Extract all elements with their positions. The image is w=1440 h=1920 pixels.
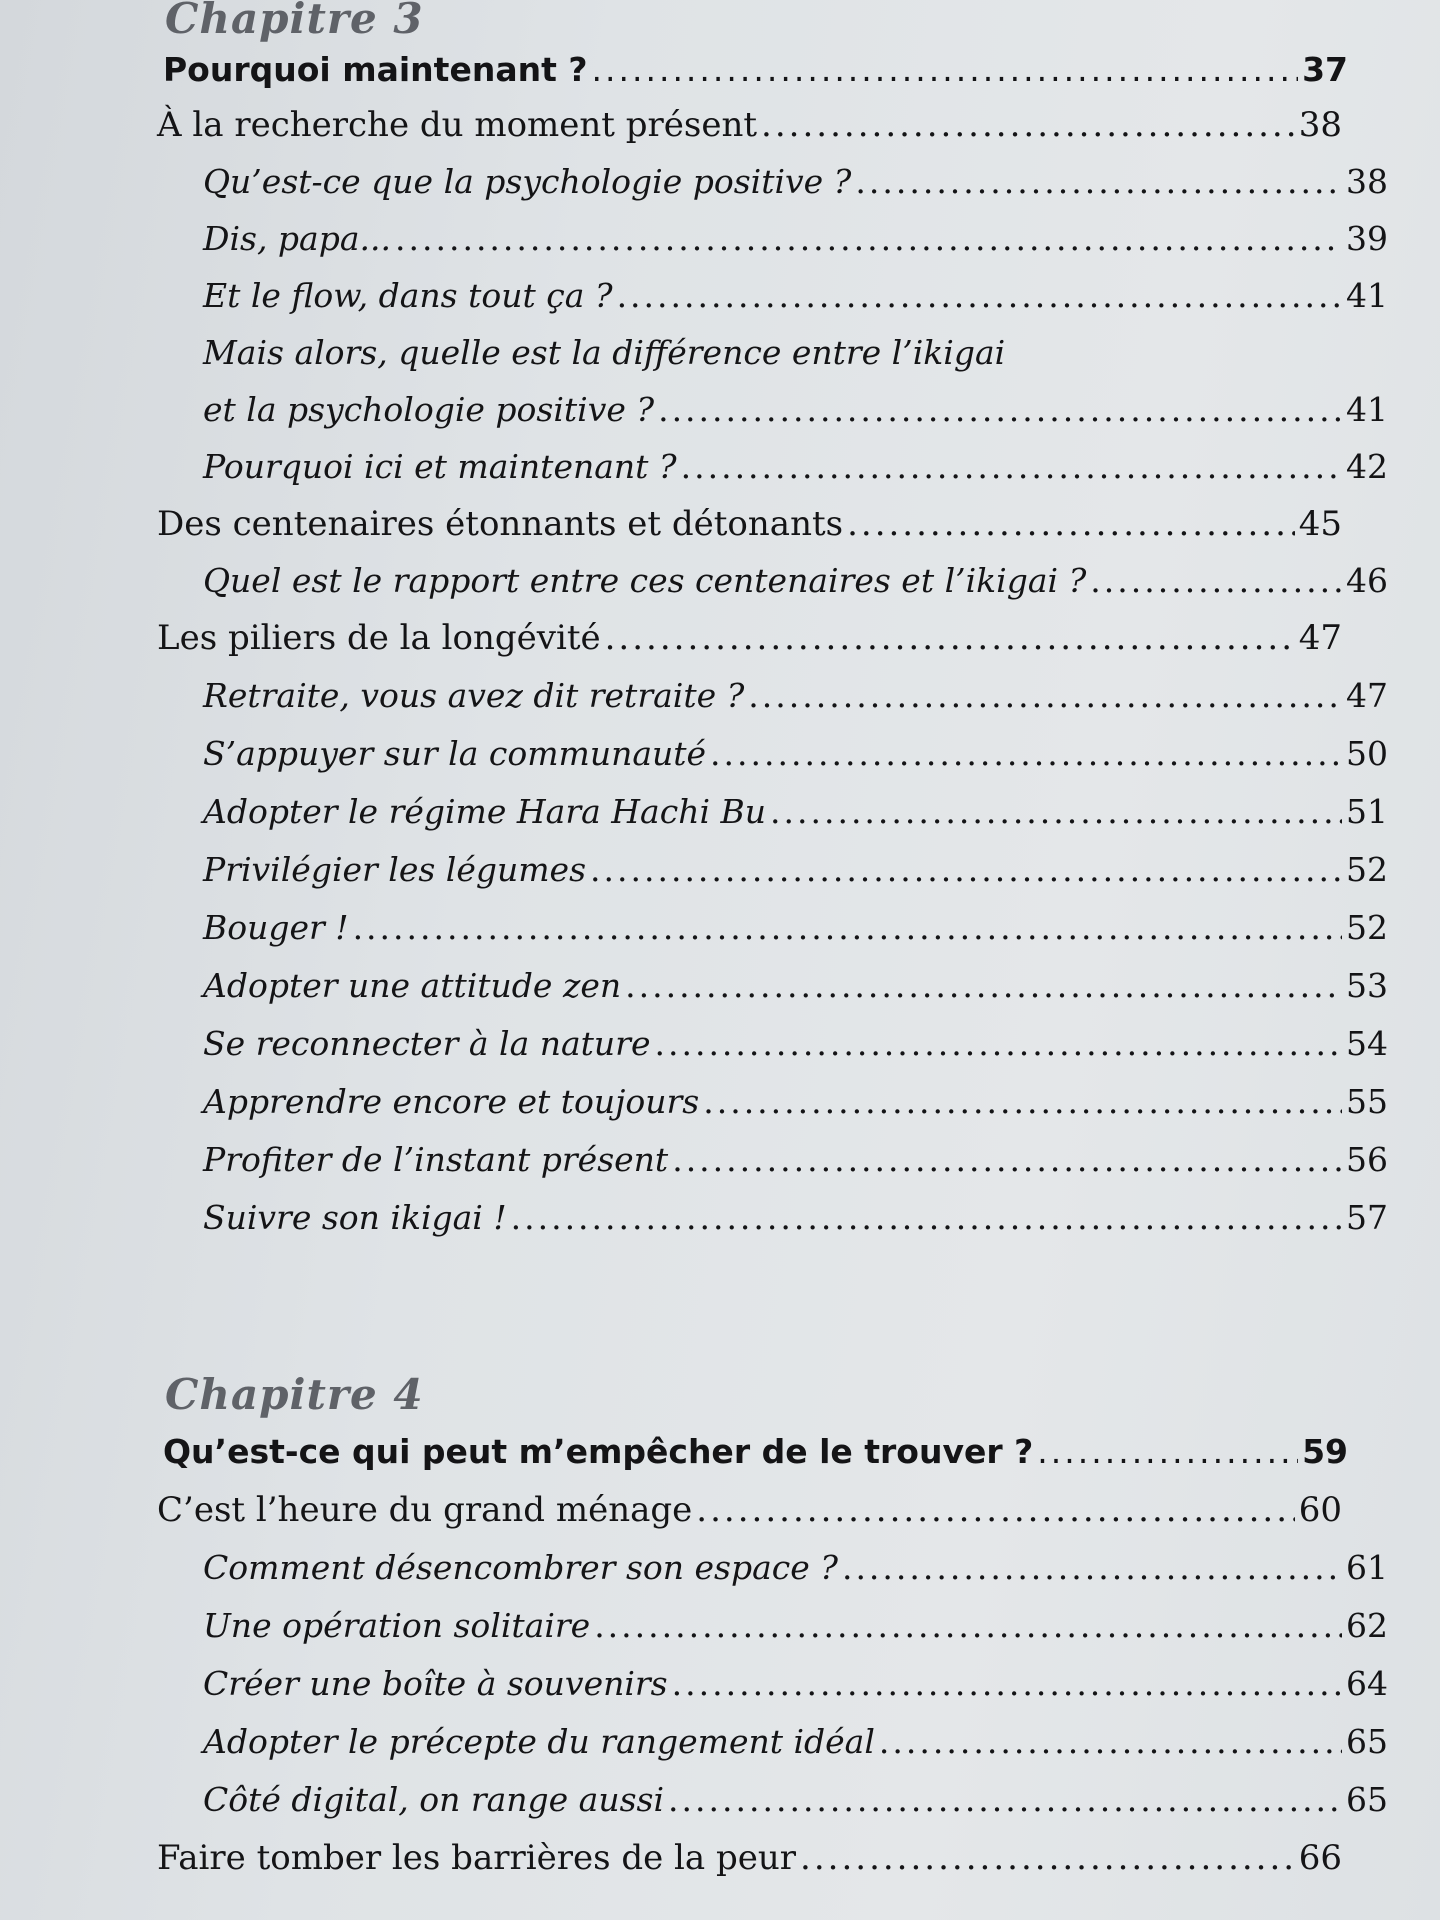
toc-subentry	[155, 1664, 1388, 1718]
dot-leader	[654, 1024, 1342, 1063]
dot-leader	[1090, 561, 1342, 600]
chapter-label: Chapitre 4	[165, 1370, 424, 1419]
dot-leader	[617, 276, 1342, 315]
dot-leader	[592, 50, 1299, 89]
page-number: 41	[1346, 390, 1388, 429]
dot-leader	[605, 618, 1295, 658]
dot-leader	[353, 908, 1342, 947]
page-number: 62	[1346, 1606, 1388, 1645]
page-number: 42	[1346, 447, 1388, 486]
page-number: 50	[1346, 734, 1388, 773]
toc-subentry	[155, 676, 1388, 730]
entry-title: Des centenaires étonnants et détonants	[157, 504, 844, 544]
dot-leader	[703, 1082, 1342, 1121]
toc-subentry	[155, 162, 1388, 216]
dot-leader	[590, 850, 1342, 889]
dot-leader	[710, 734, 1342, 773]
chapter-title: Qu’est-ce qui peut m’empêcher de le trouver ?	[163, 1432, 1034, 1471]
dot-leader	[842, 1548, 1342, 1587]
dot-leader	[855, 162, 1342, 201]
dot-leader	[668, 1780, 1342, 1819]
toc-subentry	[155, 1548, 1388, 1602]
page-number: 41	[1346, 276, 1388, 315]
chapter-label: Chapitre 3	[165, 0, 424, 43]
entry-title: Adopter le régime Hara Hachi Bu	[203, 792, 766, 831]
toc-entry	[155, 618, 1342, 672]
dot-leader	[511, 1198, 1342, 1237]
page-number: 47	[1298, 618, 1342, 658]
page-number: 65	[1346, 1780, 1388, 1819]
dot-leader	[658, 390, 1342, 429]
page-number: 45	[1298, 504, 1342, 544]
entry-title: Côté digital, on range aussi	[203, 1780, 665, 1819]
toc-subentry	[155, 276, 1388, 330]
toc-entry	[155, 1838, 1342, 1892]
page-number: 53	[1346, 966, 1388, 1005]
entry-title: Qu’est-ce que la psychologie positive ?	[203, 162, 852, 201]
dot-leader	[1037, 1432, 1298, 1471]
dot-leader	[879, 1722, 1342, 1761]
entry-title: Adopter le précepte du rangement idéal	[203, 1722, 875, 1761]
entry-title: Comment désencombrer son espace ?	[203, 1548, 838, 1587]
entry-title: Dis, papa...	[203, 219, 391, 258]
toc-subentry	[155, 1082, 1388, 1136]
entry-title: Faire tomber les barrières de la peur	[157, 1838, 797, 1878]
page-number: 61	[1346, 1548, 1388, 1587]
entry-title: C’est l’heure du grand ménage	[157, 1490, 693, 1530]
toc-subentry	[155, 561, 1388, 615]
page-number: 55	[1346, 1082, 1388, 1121]
entry-title: Retraite, vous avez dit retraite ?	[203, 676, 745, 715]
entry-title: Et le flow, dans tout ça ?	[203, 276, 613, 315]
chapter-title-row	[155, 50, 1348, 104]
toc-subentry	[155, 1722, 1388, 1776]
page-number: 64	[1346, 1664, 1388, 1703]
entry-title: Une opération solitaire	[203, 1606, 591, 1645]
entry-title: Privilégier les légumes	[203, 850, 587, 889]
entry-title: Les piliers de la longévité	[157, 618, 601, 658]
page-number: 66	[1298, 1838, 1342, 1878]
entry-title: À la recherche du moment présent	[157, 105, 758, 145]
page-number: 59	[1302, 1432, 1348, 1471]
dot-leader	[672, 1664, 1342, 1703]
entry-title: S’appuyer sur la communauté	[203, 734, 707, 773]
page-number: 52	[1346, 850, 1388, 889]
page-number: 65	[1346, 1722, 1388, 1761]
entry-title: Profiter de l’instant présent	[203, 1140, 669, 1179]
page-number: 47	[1346, 676, 1388, 715]
toc-entry	[155, 1490, 1342, 1544]
page-number: 57	[1346, 1198, 1388, 1237]
entry-title: Pourquoi ici et maintenant ?	[203, 447, 677, 486]
entry-title: Bouger !	[203, 908, 349, 947]
toc-subentry	[155, 734, 1388, 788]
page-number: 51	[1346, 792, 1388, 831]
chapter-title: Pourquoi maintenant ?	[163, 50, 588, 89]
entry-title: et la psychologie positive ?	[203, 390, 655, 429]
page-number: 52	[1346, 908, 1388, 947]
dot-leader	[672, 1140, 1342, 1179]
dot-leader	[696, 1490, 1294, 1530]
page-number: 38	[1346, 162, 1388, 201]
entry-title: Créer une boîte à souvenirs	[203, 1664, 668, 1703]
toc-subentry	[155, 792, 1388, 846]
toc-subentry	[155, 1140, 1388, 1194]
toc-entry	[155, 105, 1342, 159]
toc-subentry	[155, 850, 1388, 904]
dot-leader	[800, 1838, 1295, 1878]
dot-leader	[625, 966, 1342, 1005]
dot-leader	[748, 676, 1342, 715]
toc-subentry	[155, 1606, 1388, 1660]
page-number: 54	[1346, 1024, 1388, 1063]
dot-leader	[594, 1606, 1342, 1645]
page-number: 56	[1346, 1140, 1388, 1179]
page-number: 60	[1298, 1490, 1342, 1530]
toc-subentry-first-line	[155, 333, 1388, 387]
entry-title: Apprendre encore et toujours	[203, 1082, 700, 1121]
toc-subentry	[155, 1780, 1388, 1834]
chapter-title-row	[155, 1432, 1348, 1486]
page-number: 37	[1302, 50, 1348, 89]
dot-leader	[770, 792, 1342, 831]
toc-subentry	[155, 1198, 1388, 1252]
toc-subentry	[155, 219, 1388, 273]
entry-title: Se reconnecter à la nature	[203, 1024, 651, 1063]
page-number: 38	[1298, 105, 1342, 145]
table-of-contents-page	[155, 0, 1388, 1920]
entry-title: Suivre son ikigai !	[203, 1198, 507, 1237]
entry-title: Quel est le rapport entre ces centenaires et l’ikigai ?	[203, 561, 1087, 600]
toc-subentry	[155, 908, 1388, 962]
dot-leader	[847, 504, 1295, 544]
page-number: 39	[1346, 219, 1388, 258]
toc-entry	[155, 504, 1342, 558]
dot-leader	[395, 219, 1342, 258]
page-number: 46	[1346, 561, 1388, 600]
toc-subentry	[155, 390, 1388, 444]
dot-leader	[761, 105, 1295, 145]
toc-subentry	[155, 1024, 1388, 1078]
entry-title: Mais alors, quelle est la différence entre l’ikigai	[203, 333, 1006, 372]
entry-title: Adopter une attitude zen	[203, 966, 622, 1005]
toc-subentry	[155, 966, 1388, 1020]
toc-subentry	[155, 447, 1388, 501]
dot-leader	[681, 447, 1342, 486]
